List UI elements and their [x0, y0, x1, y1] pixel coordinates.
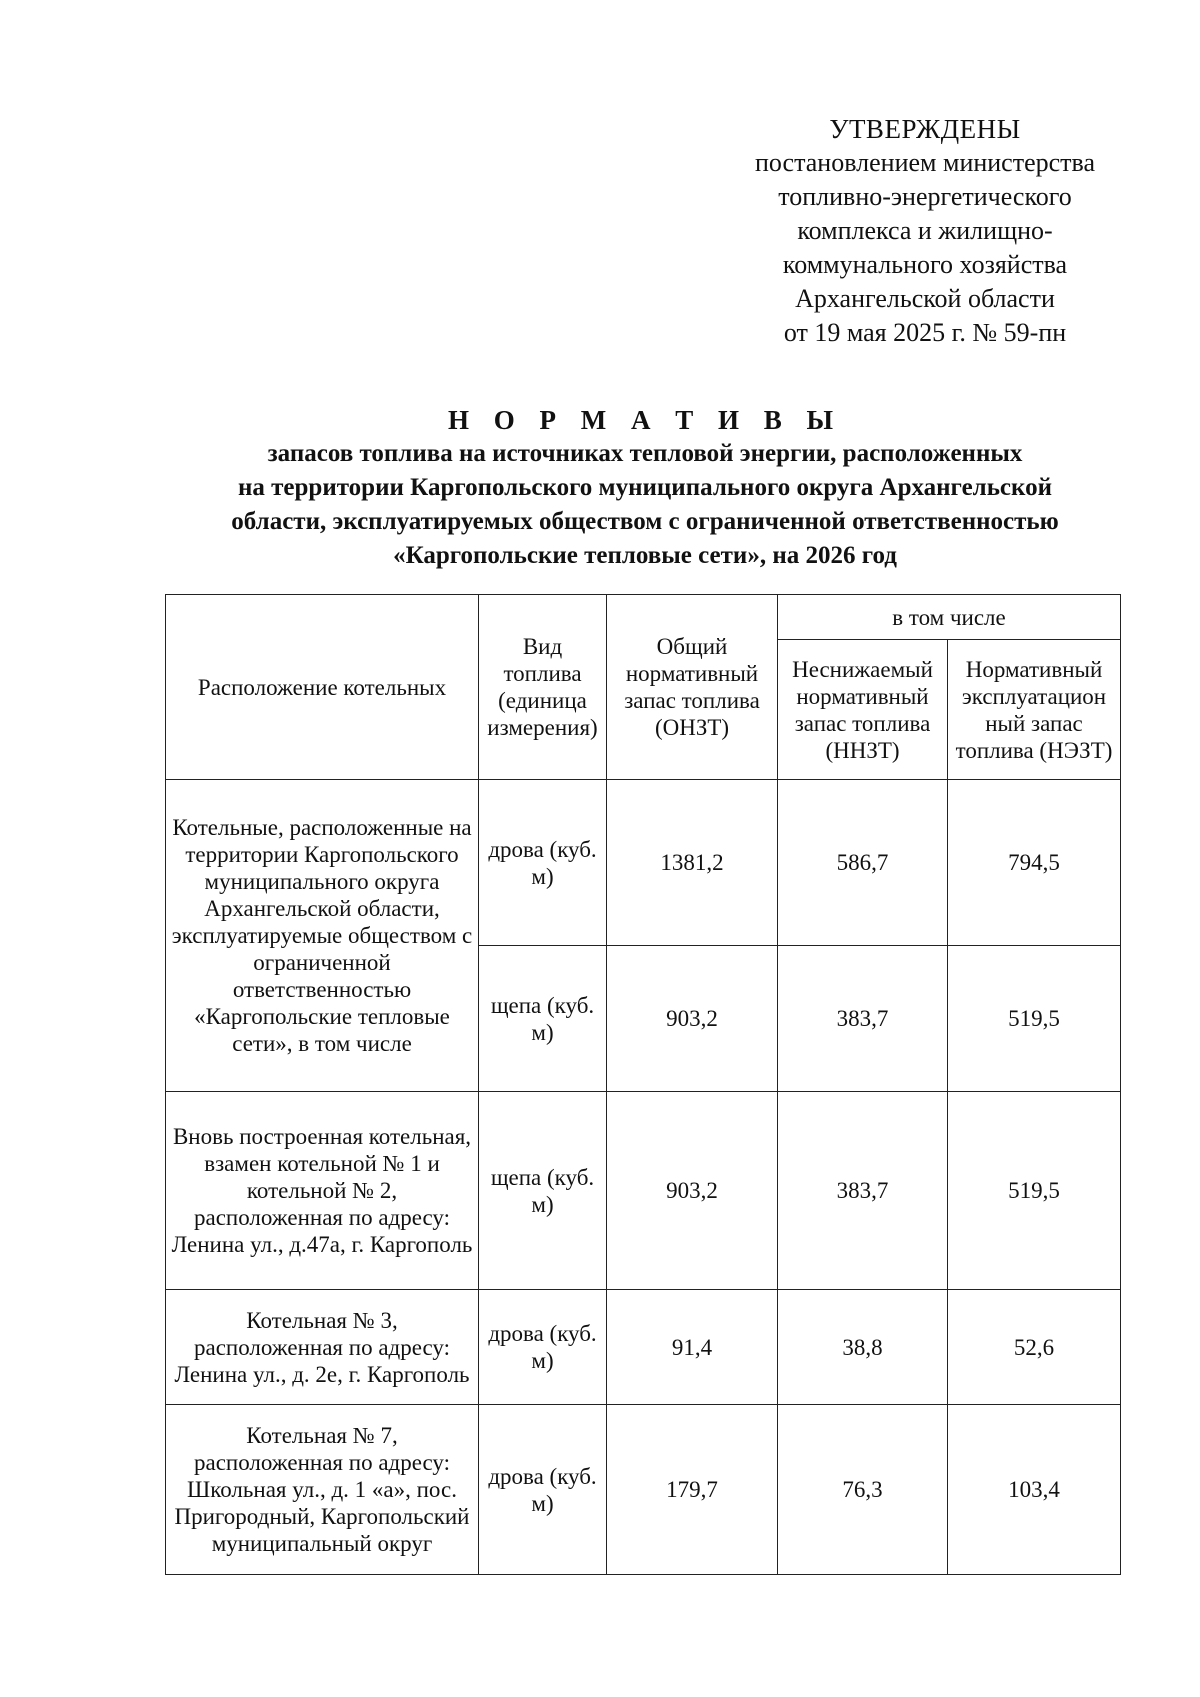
total-cell: 903,2 — [607, 946, 778, 1092]
fuel-cell: щепа (куб. м) — [479, 1092, 607, 1290]
header-including: в том числе — [778, 595, 1121, 640]
nnzt-cell: 586,7 — [778, 780, 948, 946]
fuel-cell: дрова (куб. м) — [479, 1405, 607, 1575]
nnzt-cell: 38,8 — [778, 1290, 948, 1405]
header-location: Расположение котельных — [166, 595, 479, 780]
table-header-row — [166, 595, 1121, 640]
approval-line: коммунального хозяйства — [782, 250, 1068, 279]
title-line: «Каргопольские тепловые сети», на 2026 год — [393, 542, 897, 569]
title-line: запасов топлива на источниках тепловой энергии, расположенных — [267, 440, 1023, 467]
table-row — [166, 1092, 1121, 1290]
approval-line: топливно-энергетического — [778, 182, 1072, 211]
header-nezt: Нормативный эксплуатацион ный запас топлива (НЭЗТ) — [948, 640, 1121, 780]
location-cell: Котельная № 3, расположенная по адресу: Ленина ул., д. 2е, г. Каргополь — [166, 1290, 479, 1405]
nnzt-cell: 76,3 — [778, 1405, 948, 1575]
nezt-cell: 519,5 — [948, 946, 1121, 1092]
fuel-cell: дрова (куб. м) — [479, 780, 607, 946]
table-row — [166, 780, 1121, 946]
total-cell: 1381,2 — [607, 780, 778, 946]
header-total: Общий нормативный запас топлива (ОНЗТ) — [607, 595, 778, 780]
approval-heading: УТВЕРЖДЕНЫ — [829, 114, 1021, 144]
group-location: Котельные, расположенные на территории Каргопольского муниципального округа Архангельской области, эксплуатируемые обществом с ограниченной ответственностью «Каргопольские тепловые сети», в том числе — [166, 780, 479, 1092]
title-heading: Н О Р М А Т И В Ы — [447, 405, 842, 435]
norms-table — [165, 594, 1121, 1575]
fuel-cell: щепа (куб. м) — [479, 946, 607, 1092]
title-line: области, эксплуатируемых обществом с ограниченной ответственностью — [231, 508, 1059, 535]
approval-line: Архангельской области — [795, 284, 1055, 313]
nezt-cell: 103,4 — [948, 1405, 1121, 1575]
approval-line: от 19 мая 2025 г. № 59-пн — [783, 318, 1067, 347]
table-row — [166, 1290, 1121, 1405]
location-cell: Котельная № 7, расположенная по адресу: Школьная ул., д. 1 «а», пос. Пригородный, Каргопольский муниципальный округ — [166, 1405, 479, 1575]
document-title — [140, 403, 1150, 573]
approval-line: комплекса и жилищно- — [797, 216, 1053, 245]
approval-block — [735, 112, 1115, 350]
nezt-cell: 519,5 — [948, 1092, 1121, 1290]
total-cell: 179,7 — [607, 1405, 778, 1575]
nezt-cell: 794,5 — [948, 780, 1121, 946]
nnzt-cell: 383,7 — [778, 1092, 948, 1290]
header-fuel-type: Вид топлива (единица измерения) — [479, 595, 607, 780]
header-nnzt: Неснижаемый нормативный запас топлива (ННЗТ) — [778, 640, 948, 780]
total-cell: 903,2 — [607, 1092, 778, 1290]
location-cell: Вновь построенная котельная, взамен котельной № 1 и котельной № 2, расположенная по адресу: Ленина ул., д.47а, г. Каргополь — [166, 1092, 479, 1290]
table-row — [166, 1405, 1121, 1575]
title-line: на территории Каргопольского муниципального округа Архангельской — [237, 474, 1052, 501]
nnzt-cell: 383,7 — [778, 946, 948, 1092]
fuel-cell: дрова (куб. м) — [479, 1290, 607, 1405]
nezt-cell: 52,6 — [948, 1290, 1121, 1405]
total-cell: 91,4 — [607, 1290, 778, 1405]
approval-line: постановлением министерства — [754, 148, 1096, 177]
